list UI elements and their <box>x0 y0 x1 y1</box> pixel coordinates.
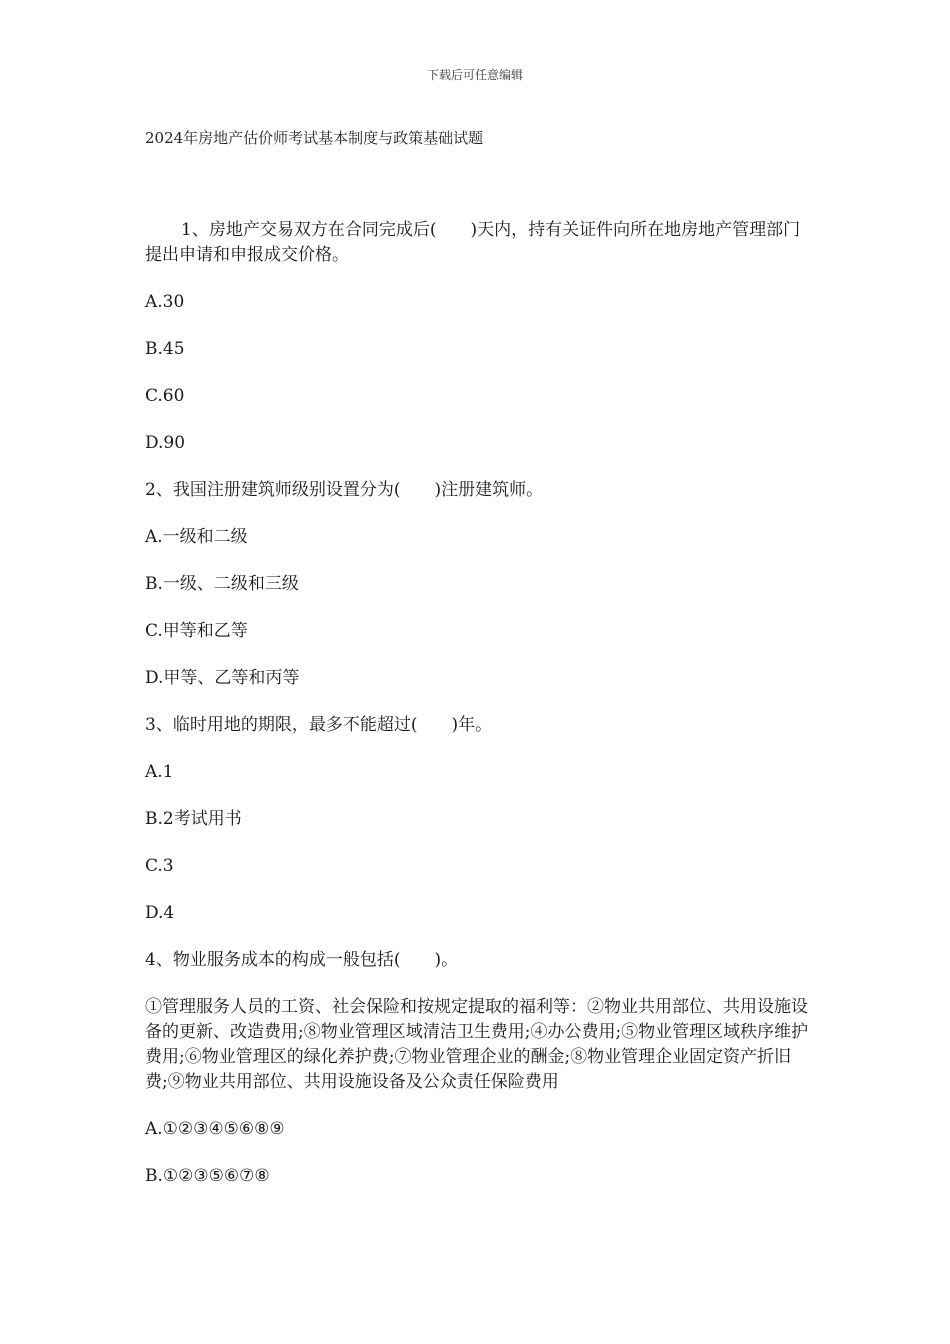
question-3-option-c: C.3 <box>145 856 174 876</box>
question-4-option-b: B.①②③⑤⑥⑦⑧ <box>145 1166 270 1186</box>
question-2-option-a: A.一级和二级 <box>145 527 248 547</box>
question-2-option-c: C.甲等和乙等 <box>145 621 248 641</box>
question-2-stem: 2、我国注册建筑师级别设置分为( )注册建筑师。 <box>145 480 544 500</box>
question-1-option-b: B.45 <box>145 339 185 359</box>
question-1-option-c: C.60 <box>145 386 185 406</box>
question-1-option-a: A.30 <box>145 292 185 312</box>
document-title: 2024年房地产估价师考试基本制度与政策基础试题 <box>145 129 484 147</box>
question-3-option-a: A.1 <box>145 762 174 782</box>
question-2-option-d: D.甲等、乙等和丙等 <box>145 668 300 688</box>
header-note: 下载后可任意编辑 <box>426 68 523 82</box>
question-1-option-d: D.90 <box>145 433 186 453</box>
question-list <box>145 218 810 1211</box>
question-3-option-d: D.4 <box>145 903 175 923</box>
question-3-stem: 3、临时用地的期限，最多不能超过( )年。 <box>145 715 493 735</box>
question-2-option-b: B.一级、二级和三级 <box>145 574 299 594</box>
question-4-option-a: A.①②③④⑤⑥⑧⑨ <box>145 1119 285 1139</box>
question-3-option-b: B.2考试用书 <box>145 809 242 829</box>
question-1-stem: 1、房地产交易双方在合同完成后( )天内，持有关证件向所在地房地产管理部门提出申请和申报成交价格。 <box>145 220 801 265</box>
question-4-detail: ①管理服务人员的工资、社会保险和按规定提取的福利等：②物业共用部位、共用设施设备的更新、改造费用;⑧物业管理区域清洁卫生费用;④办公费用;⑤物业管理区域秩序维护费用;⑥物业管理区的绿化养护费;⑦物业管理企业的酬金;⑧物业管理企业固定资产折旧费;⑨物业共用部位、共用设施设备及公众责任保险费用 <box>145 997 809 1092</box>
question-4-stem: 4、物业服务成本的构成一般包括( )。 <box>145 950 459 970</box>
